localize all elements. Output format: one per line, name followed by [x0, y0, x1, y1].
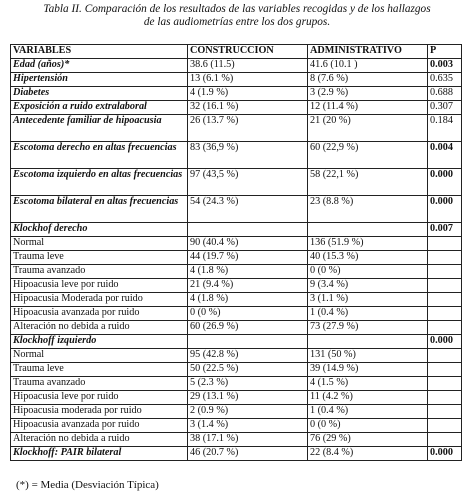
cell-variable: Trauma avanzado	[11, 265, 188, 279]
table-row	[11, 419, 462, 433]
cell-construccion: 60 (26.9 %)	[188, 321, 308, 335]
cell-administrativo: 40 (15.3 %)	[308, 251, 428, 265]
cell-p: 0.003	[428, 59, 462, 73]
cell-construccion: 90 (40.4 %)	[188, 237, 308, 251]
cell-construccion: 32 (16.1 %)	[188, 101, 308, 115]
cell-variable: Antecedente familiar de hipoacusia	[11, 115, 188, 142]
cell-administrativo: 3 (2.9 %)	[308, 87, 428, 101]
table-row	[11, 307, 462, 321]
table-row	[11, 237, 462, 251]
table-row	[11, 377, 462, 391]
cell-variable: Klockhoff: PAIR bilateral	[11, 447, 188, 461]
cell-variable: Normal	[11, 237, 188, 251]
cell-administrativo: 12 (11.4 %)	[308, 101, 428, 115]
table-row	[11, 265, 462, 279]
cell-variable: Hipoacusia leve por ruido	[11, 391, 188, 405]
cell-administrativo: 136 (51.9 %)	[308, 237, 428, 251]
table-row	[11, 251, 462, 265]
cell-variable: Escotoma bilateral en altas frecuencias	[11, 196, 188, 223]
cell-p: 0.635	[428, 73, 462, 87]
cell-p: 0.000	[428, 196, 462, 223]
cell-variable: Hipertensión	[11, 73, 188, 87]
cell-administrativo: 1 (0.4 %)	[308, 307, 428, 321]
cell-construccion: 26 (13.7 %)	[188, 115, 308, 142]
table-row	[11, 223, 462, 237]
cell-variable: Edad (años)*	[11, 59, 188, 73]
cell-p	[428, 363, 462, 377]
cell-p: 0.007	[428, 223, 462, 237]
cell-p	[428, 419, 462, 433]
cell-variable: Klockhof derecho	[11, 223, 188, 237]
cell-variable: Diabetes	[11, 87, 188, 101]
table-row	[11, 169, 462, 196]
cell-p: 0.688	[428, 87, 462, 101]
cell-construccion: 54 (24.3 %)	[188, 196, 308, 223]
cell-construccion: 5 (2.3 %)	[188, 377, 308, 391]
cell-construccion: 2 (0.9 %)	[188, 405, 308, 419]
table-row	[11, 321, 462, 335]
cell-construccion: 44 (19.7 %)	[188, 251, 308, 265]
cell-administrativo: 21 (20 %)	[308, 115, 428, 142]
table-row	[11, 293, 462, 307]
cell-construccion	[188, 223, 308, 237]
cell-p: 0.004	[428, 142, 462, 169]
cell-administrativo: 9 (3.4 %)	[308, 279, 428, 293]
cell-administrativo	[308, 223, 428, 237]
cell-variable: Hipoacusia leve por ruido	[11, 279, 188, 293]
table-caption	[8, 3, 466, 29]
cell-variable: Hipoacusia avanzada por ruido	[11, 307, 188, 321]
cell-administrativo: 73 (27.9 %)	[308, 321, 428, 335]
table-row	[11, 433, 462, 447]
cell-variable: Trauma leve	[11, 251, 188, 265]
table-row	[11, 142, 462, 169]
caption-line-1: Tabla II. Comparación de los resultados de las variables recogidas y de los hallazgos	[43, 3, 431, 15]
cell-variable: Normal	[11, 349, 188, 363]
cell-administrativo	[308, 335, 428, 349]
cell-administrativo: 22 (8.4 %)	[308, 447, 428, 461]
caption-line-2: de las audiometrías entre los dos grupos.	[143, 16, 331, 28]
cell-p	[428, 307, 462, 321]
cell-variable: Escotoma derecho en altas frecuencias	[11, 142, 188, 169]
cell-p	[428, 405, 462, 419]
cell-p	[428, 321, 462, 335]
cell-construccion: 4 (1.8 %)	[188, 265, 308, 279]
header-p: P	[428, 45, 462, 59]
header-administrativo: ADMINISTRATIVO	[308, 45, 428, 59]
cell-variable: Hipoacusia Moderada por ruido	[11, 293, 188, 307]
cell-variable: Trauma leve	[11, 363, 188, 377]
cell-administrativo: 41.6 (10.1 )	[308, 59, 428, 73]
table-row	[11, 405, 462, 419]
cell-construccion: 97 (43,5 %)	[188, 169, 308, 196]
cell-construccion: 38.6 (11.5)	[188, 59, 308, 73]
cell-construccion	[188, 335, 308, 349]
cell-construccion: 38 (17.1 %)	[188, 433, 308, 447]
table-row	[11, 87, 462, 101]
cell-p	[428, 377, 462, 391]
cell-administrativo: 3 (1.1 %)	[308, 293, 428, 307]
table-row	[11, 363, 462, 377]
cell-administrativo: 60 (22,9 %)	[308, 142, 428, 169]
cell-variable: Escotoma izquierdo en altas frecuencias	[11, 169, 188, 196]
cell-construccion: 83 (36,9 %)	[188, 142, 308, 169]
cell-administrativo: 0 (0 %)	[308, 265, 428, 279]
cell-p	[428, 433, 462, 447]
table-row	[11, 447, 462, 461]
footnote: (*) = Media (Desviación Típica)	[16, 479, 159, 491]
header-variables: VARIABLES	[11, 45, 188, 59]
cell-variable: Hipoacusia moderada por ruido	[11, 405, 188, 419]
cell-administrativo: 131 (50 %)	[308, 349, 428, 363]
table-row	[11, 349, 462, 363]
cell-construccion: 13 (6.1 %)	[188, 73, 308, 87]
table-row	[11, 115, 462, 142]
cell-construccion: 4 (1.9 %)	[188, 87, 308, 101]
table-row	[11, 101, 462, 115]
cell-p	[428, 349, 462, 363]
cell-variable: Exposición a ruido extralaboral	[11, 101, 188, 115]
cell-p: 0.307	[428, 101, 462, 115]
table-body	[11, 45, 462, 461]
cell-p	[428, 293, 462, 307]
cell-construccion: 46 (20.7 %)	[188, 447, 308, 461]
cell-p	[428, 237, 462, 251]
cell-administrativo: 76 (29 %)	[308, 433, 428, 447]
cell-p	[428, 265, 462, 279]
cell-administrativo: 23 (8.8 %)	[308, 196, 428, 223]
cell-administrativo: 1 (0.4 %)	[308, 405, 428, 419]
cell-p	[428, 279, 462, 293]
cell-variable: Trauma avanzado	[11, 377, 188, 391]
cell-construccion: 21 (9.4 %)	[188, 279, 308, 293]
table-header-row	[11, 45, 462, 59]
table-row	[11, 73, 462, 87]
cell-variable: Alteración no debida a ruido	[11, 433, 188, 447]
cell-variable: Klockhoff izquierdo	[11, 335, 188, 349]
cell-construccion: 95 (42.8 %)	[188, 349, 308, 363]
header-construccion: CONSTRUCCION	[188, 45, 308, 59]
cell-administrativo: 39 (14.9 %)	[308, 363, 428, 377]
cell-construccion: 50 (22.5 %)	[188, 363, 308, 377]
table-row	[11, 391, 462, 405]
cell-administrativo: 58 (22,1 %)	[308, 169, 428, 196]
cell-administrativo: 0 (0 %)	[308, 419, 428, 433]
table-row	[11, 335, 462, 349]
cell-construccion: 3 (1.4 %)	[188, 419, 308, 433]
cell-construccion: 29 (13.1 %)	[188, 391, 308, 405]
cell-p: 0.000	[428, 335, 462, 349]
cell-administrativo: 4 (1.5 %)	[308, 377, 428, 391]
table-row	[11, 196, 462, 223]
cell-construccion: 4 (1.8 %)	[188, 293, 308, 307]
cell-construccion: 0 (0 %)	[188, 307, 308, 321]
cell-p	[428, 251, 462, 265]
cell-variable: Alteración no debida a ruido	[11, 321, 188, 335]
cell-p: 0.000	[428, 169, 462, 196]
cell-p	[428, 391, 462, 405]
cell-p: 0.000	[428, 447, 462, 461]
cell-administrativo: 11 (4.2 %)	[308, 391, 428, 405]
cell-administrativo: 8 (7.6 %)	[308, 73, 428, 87]
results-table	[10, 44, 462, 461]
table-row	[11, 279, 462, 293]
table-row	[11, 59, 462, 73]
cell-p: 0.184	[428, 115, 462, 142]
cell-variable: Hipoacusia avanzada por ruido	[11, 419, 188, 433]
